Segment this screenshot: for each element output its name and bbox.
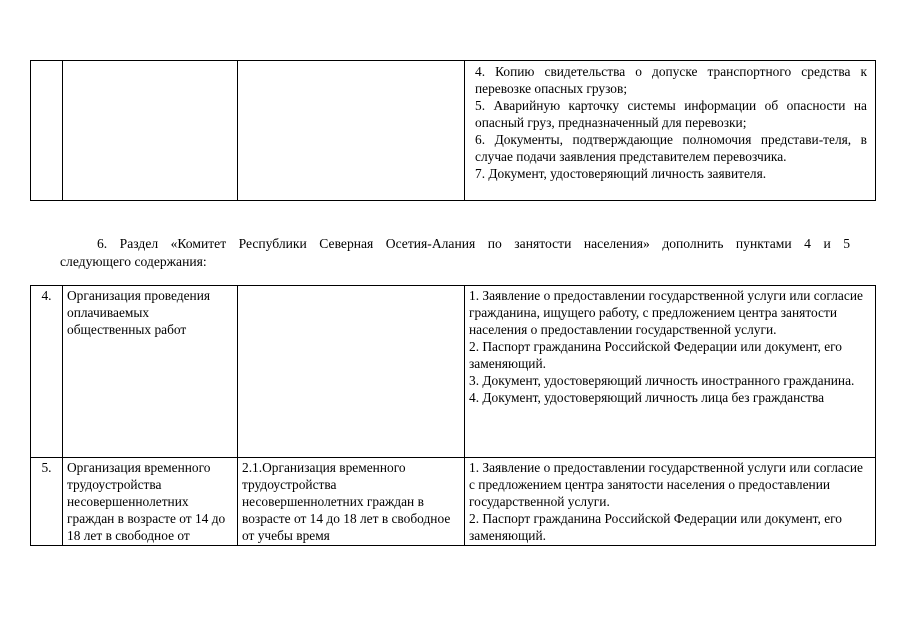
document-item: 3. Документ, удостоверяющий личность иностранного гражданина. [469, 373, 855, 388]
table-row [31, 286, 876, 458]
table-row [31, 61, 876, 201]
cell-number: 5. [31, 458, 63, 546]
cell-service-name: Организация проведения оплачиваемых общественных работ [63, 286, 238, 458]
cell-documents [465, 286, 876, 458]
document-item: 1. Заявление о предоставлении государственной услуги или согласие гражданина, ищущего работу, с предложением центра занятости населения о предоставлении государственной услуги. [469, 288, 863, 337]
paragraph-line: следующего содержания: [60, 254, 207, 269]
document-item: 2. Паспорт гражданина Российской Федерации или документ, его заменяющий. [469, 511, 843, 543]
amendment-paragraph [60, 235, 850, 271]
cell-subservice: 2.1.Организация временного трудоустройства несовершеннолетних граждан в возрасте от 14 до 18 лет в свободное от учебы время [238, 458, 465, 546]
document-item: 7. Документ, удостоверяющий личность заявителя. [475, 166, 767, 181]
cell-subservice [238, 61, 465, 201]
document-item: 2. Паспорт гражданина Российской Федерации или документ, его заменяющий. [469, 339, 843, 371]
table-top [30, 60, 876, 201]
document-item: 4. Документ, удостоверяющий личность лица без гражданства [469, 390, 825, 405]
cell-number [31, 61, 63, 201]
cell-subservice [238, 286, 465, 458]
document-item: 1. Заявление о предоставлении государственной услуги или согласие с предложением центра занятости населения о предоставлении государственной услуги. [469, 460, 863, 509]
cell-number: 4. [31, 286, 63, 458]
cell-service-name [63, 61, 238, 201]
cell-documents [465, 458, 876, 546]
paragraph-line: 6. Раздел «Комитет Республики Северная Осетия-Алания по занятости населения» дополнить пунктами 4 и 5 [97, 236, 850, 251]
document-item: 6. Документы, подтверждающие полномочия представи-теля, в случае подачи заявления представителем перевозчика. [475, 132, 867, 164]
table-bottom [30, 285, 876, 546]
table-row [31, 458, 876, 546]
cell-service-name: Организация временного трудоустройства несовершеннолетних граждан в возрасте от 14 до 18 лет в свободное от [63, 458, 238, 546]
document-item: 5. Аварийную карточку системы информации об опасности на опасный груз, предназначенный для перевозки; [475, 98, 867, 130]
cell-documents [465, 61, 876, 201]
document-item: 4. Копию свидетельства о допуске транспортного средства к перевозке опасных грузов; [475, 64, 867, 96]
